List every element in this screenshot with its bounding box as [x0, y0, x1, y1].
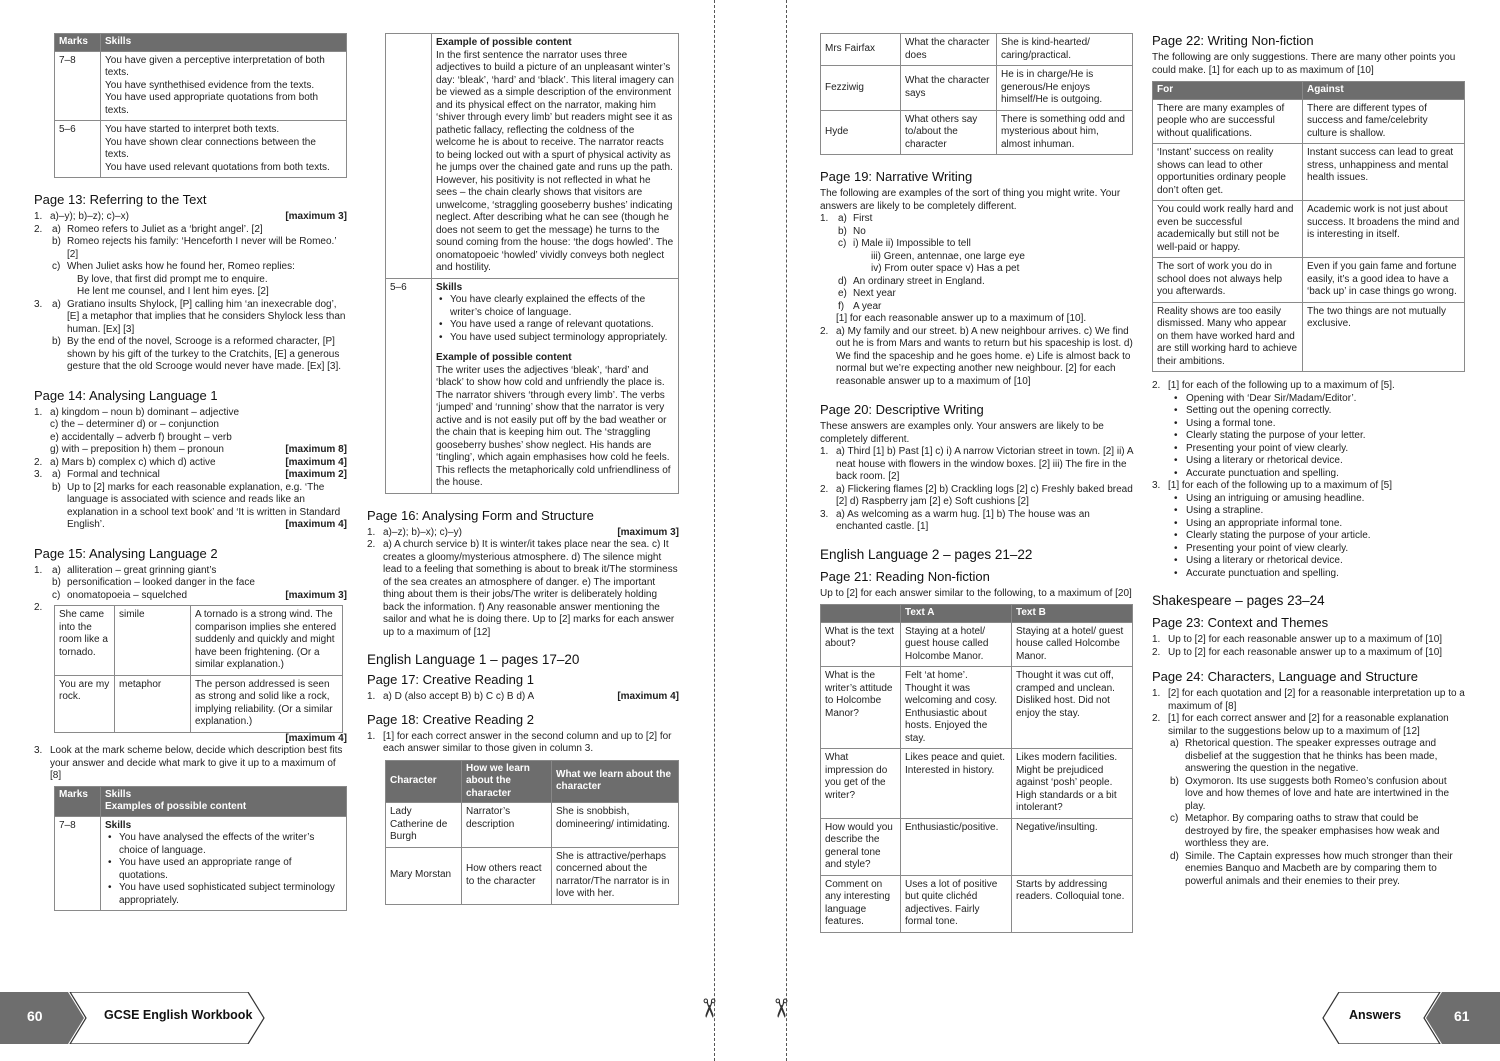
scissors-icon: ✂ — [766, 997, 797, 1020]
question: 1. a) alliteration – great grinning giant’s b) personification – looked danger in the face c) onomatopoeia – squelched [maximum 3] — [34, 564, 347, 601]
mark-note: [1] for each reasonable answer up to a maximum of [10]. — [836, 313, 1087, 324]
answer-text: By the end of the novel, Scrooge is a reformed character, [P] shown by his gift of the turkey to the Cratchits, [E] a generous gesture that the old Scrooge would never have made. [Ex] [3]. — [67, 336, 342, 372]
answer-text: a) Flickering flames [2] b) Crackling logs [2] c) Freshly baked bread [2] d) Raspberry jam [2] e) Soft cushions [2] — [836, 483, 1133, 507]
question-number: 2. — [34, 456, 43, 468]
answer-text: [1] for each correct answer and [2] for a reasonable explanation similar to the suggestions below up to a maximum of [12] — [1168, 713, 1449, 737]
table-cell: She is snobbish, domineering/ intimidating. — [552, 803, 679, 848]
table-cell: Hyde — [821, 110, 901, 155]
table-header: Character — [386, 760, 462, 803]
table-cell: She is attractive/perhaps concerned about the narrator/The narrator is in love with her. — [552, 847, 679, 904]
answer-text: alliteration – great grinning giant’s — [67, 564, 217, 576]
max-marks: [maximum 4] — [285, 732, 347, 744]
answer-text: Look at the mark scheme below, decide which description best fits your answer and decide what mark to give it up to a maximum of [8] — [50, 745, 343, 781]
section-heading: Page 22: Writing Non-fiction — [1152, 33, 1314, 48]
answer-text: e) accidentally – adverb f) brought – verb — [50, 431, 232, 443]
mark-cell: 5–6 — [386, 278, 432, 493]
question-number: 3. — [34, 745, 43, 756]
answer-text: a) D (also accept B) b) C c) B d) A — [383, 691, 535, 702]
question — [1152, 480, 1465, 580]
question — [34, 457, 347, 470]
list-item: • Opening with ‘Dear Sir/Madam/Editor’. — [1168, 393, 1465, 406]
table-cell: Mary Morstan — [386, 847, 462, 904]
answer-text: First — [853, 213, 873, 224]
answer-text: Romeo refers to Juliet as a ‘bright angel’. [2] — [67, 223, 263, 235]
footer-right — [1322, 992, 1500, 1044]
table-cell: He is in charge/He is generous/He enjoys himself/He is outgoing. — [997, 66, 1133, 111]
example-text: In the first sentence the narrator uses three adjectives to build a picture of an unpleasant winter’s day: ‘bleak’, ‘hard’ and ‘black’. This literal imagery can be viewed as a simple description of the environment and its physical effect on the narrator, making him ‘shiver through every limb’ but readers might see it as pathetic fallacy, reflecting the coldness of the welcome he is about to receive. The narrator reacts to being locked out with a spurt of physical activity as he jumps over the chained gate and runs up the path. However, his positivity is not reflected in what he sees – the chain clearly shows that visitors are unwelcome, ‘straggling gooseberry bushes’ indicating neglect. After describing what he can see (though he does not seem to get the message) he turns to the sound coming from the house: ‘the dogs howled’. The onomatopoeic ‘howled’ vividly conveys both neglect and hostility. — [436, 49, 674, 273]
table-cell: ‘Instant’ success on reality shows can lead to other opportunities ordinary people don’t often get. — [1153, 144, 1303, 201]
table-cell: Likes peace and quiet. Interested in history. — [901, 749, 1012, 819]
explanation-cell: A tornado is a strong wind. The comparison implies she entered suddenly and quickly and might have been frightening. (Or a similar explanation.) — [191, 606, 343, 676]
max-marks: [maximum 3] — [285, 589, 347, 601]
column-3 — [820, 33, 1133, 933]
answer-text: Up to [2] for each reasonable answer up to a maximum of [10] — [1168, 634, 1443, 645]
question-number: 3. — [34, 298, 43, 310]
table-cell: She is kind-hearted/ caring/practical. — [997, 34, 1133, 66]
skills-title: Skills — [436, 281, 463, 293]
table-cell: Lady Catherine de Burgh — [386, 803, 462, 848]
table-cell: The sort of work you do in school does not always help you afterwards. — [1153, 258, 1303, 303]
question-number: 2. — [1152, 380, 1161, 391]
intro-text: Up to [2] for each answer similar to the following, to a maximum of [20] — [820, 587, 1132, 599]
max-marks: [maximum 4] — [617, 691, 679, 702]
table-header: How we learn about the character — [462, 760, 552, 803]
answer-text: An ordinary street in England. — [853, 275, 985, 287]
answer-text: Simile. The Captain expresses how much stronger than their enemies Banquo and Macbeth are by comparing them to powerful animals and their enemies to their prey. — [1185, 850, 1453, 887]
max-marks: [maximum 4] — [285, 519, 347, 530]
table-cell: The two things are not mutually exclusive. — [1303, 302, 1465, 372]
answer-text: Rhetorical question. The speaker expresses outrage and disbelief at the suggestion that he thinks has been made, answering the question in the negative. — [1185, 738, 1438, 774]
answer-text: a) As welcoming as a warm hug. [1] b) The house was an enchanted castle. [1] — [836, 508, 1090, 532]
question-number: 1. — [367, 691, 376, 702]
section-heading: Page 13: Referring to the Text — [34, 192, 207, 207]
question — [1152, 634, 1465, 647]
explanation-cell: The person addressed is seen as strong and solid like a rock, implying reliability. (Or a similar explanation.) — [191, 675, 343, 732]
example-cell — [432, 34, 679, 279]
skills-header: Skills — [101, 34, 347, 52]
answer-text: [1] for each correct answer in the second column and up to [2] for each answer similar to those given in column 3. — [383, 730, 672, 754]
max-marks: [maximum 3] — [285, 211, 347, 222]
skill-bullet: • You have used a range of relevant quotations. — [436, 319, 674, 332]
question — [34, 407, 347, 457]
question: 3. a) Formal and technical [maximum 2] b) Up to [2] marks for each reasonable explanation, e.g. ‘The language is associated with science and reads like an explanation in a school text book’ and ‘It is written in Standard English’. [maximum 4] — [34, 469, 347, 530]
skill-line: You have synthethised evidence from the texts. — [105, 79, 315, 91]
question — [34, 602, 347, 745]
section-heading: Page 24: Characters, Language and Structure — [1152, 669, 1418, 684]
list-item: • Using an intriguing or amusing headline. — [1168, 493, 1465, 506]
section-heading: Page 17: Creative Reading 1 — [367, 672, 534, 687]
device-cell: simile — [115, 606, 191, 676]
table-cell: How others react to the character — [462, 847, 552, 904]
list-item: • Accurate punctuation and spelling. — [1168, 468, 1465, 481]
character-table — [385, 760, 679, 905]
table-cell: There is something odd and mysterious about him, almost inhuman. — [997, 110, 1133, 155]
skill-line: You have used relevant quotations from both texts. — [105, 161, 330, 173]
answer-text: a) Third [1] b) Past [1] c) i) A narrow Victorian street in town. [2] ii) A neat house with flowers in the window boxes. [2] iii) The fire in the back room. [2] — [836, 446, 1133, 482]
question-number: 1. — [34, 406, 43, 418]
table-cell: Reality shows are too easily dismissed. Many who appear on them have worked hard and are still working hard to achieve their ambitions. — [1153, 302, 1303, 372]
table-cell: How would you describe the general tone and style? — [821, 818, 901, 875]
examples-header: Examples of possible content — [105, 801, 247, 812]
table-cell: What the character says — [901, 66, 997, 111]
table-cell: Instant success can lead to great stress, unhappiness and mental health issues. — [1303, 144, 1465, 201]
max-marks: [maximum 8] — [285, 444, 347, 455]
section-heading: Shakespeare – pages 23–24 — [1152, 593, 1325, 608]
list-item: • Using a literary or rhetorical device. — [1168, 555, 1465, 568]
list-item: • Using a formal tone. — [1168, 418, 1465, 431]
answer-text: a) My family and our street. b) A new neighbour arrives. c) We find out he is from Mars and wants to return but his spaceship is lost. d) We find the spaceship and he goes home. e) Life is almost back to normal but we’re expecting another new neighbour. [2] for each reasonable answer up to a maximum of [10] — [836, 325, 1133, 387]
table-cell: Starts by addressing readers. Colloquial tone. — [1012, 875, 1133, 932]
answer-text: A year — [853, 300, 882, 312]
question — [34, 745, 347, 783]
answer-text: Oxymoron. Its use suggests both Romeo’s confusion about love and how themes of love and hate are intertwined in the play. — [1185, 775, 1450, 812]
answer-text: a) Mars b) complex c) which d) active — [50, 456, 216, 468]
question — [820, 326, 1133, 389]
answer-text: a) kingdom – noun b) dominant – adjective — [50, 406, 240, 418]
mark-cell: 7–8 — [55, 51, 101, 121]
answer-text: a) A church service b) It is winter/it takes place near the sea. c) It creates a gloomy/mysterious atmosphere. d) The silence might lead to a feeling that something is about to break it/The storminess of the sea creates an atmosphere of danger. e) The important thing about them is their jobs/The writer is deliberately holding back the information. f) Any reasonable answer mentioning the sailor and what he is doing there. Up to [2] marks for each answer up to a maximum of [12] — [383, 539, 678, 638]
skills-title: Skills — [105, 819, 132, 831]
section-heading: Page 14: Analysing Language 1 — [34, 387, 218, 403]
question: 1. a) First b) No c) i) Male ii) Impossible to tell iii) Green, antennae, one large eye iv) From outer space v) Has a pet d) An ordinary street in England. e) Next year f) A year [1] for each reasonable answer up to a maximum of [10]. — [820, 213, 1133, 326]
table-cell: There are different types of success and fame/celebrity culture is shallow. — [1303, 99, 1465, 144]
footer-left — [0, 992, 265, 1044]
question-number: 3. — [1152, 480, 1161, 491]
skill-line: You have used appropriate quotations from both texts. — [105, 92, 319, 116]
mark-scheme-table — [54, 786, 347, 912]
list-item: • Presenting your point of view clearly. — [1168, 443, 1465, 456]
section-heading: English Language 2 – pages 21–22 — [820, 546, 1033, 562]
question — [820, 509, 1133, 534]
skill-bullet: • You have clearly explained the effects of the writer’s choice of language. — [436, 294, 674, 319]
cut-line-left — [714, 0, 715, 1061]
answer-text: Romeo rejects his family: ‘Henceforth I never will be Romeo.’ [2] — [67, 236, 337, 260]
list-item: • Clearly stating the purpose of your letter. — [1168, 430, 1465, 443]
table-cell: Felt ‘at home’. Thought it was welcoming and cosy. Enthusiastic about hosts. Enjoyed the stay. — [901, 667, 1012, 749]
example-text: The writer uses the adjectives ‘bleak’, ‘hard’ and ‘black’ to show how cold and unfriendly the place is. The narrator shivers ‘through every limb’. The verbs ‘jumped’ and ‘running’ show that the narrator is very active and is not easily put off by the bad weather or the chain that is keeping him out. The ‘straggling gooseberry bushes’ show neglect. His hands are ‘tingling’, which again emphasises how cold he feels. This reflects the metaphorically cold unfriendliness of the house. — [436, 364, 671, 488]
cut-line-right — [786, 0, 787, 1061]
question: 2. a) Romeo refers to Juliet as a ‘bright angel’. [2] b) Romeo rejects his family: ‘Henceforth I never will be Romeo.’ [2] c) When Juliet asks how he found her, Romeo replies: By love, that first did prompt me to enquire. He lent me counsel, and I lent him eyes. [2] — [34, 224, 347, 299]
skills-cell — [101, 816, 347, 911]
table-cell: Likes modern facilities. Might be prejudiced against ‘posh’ people. High standards or a bit intolerant? — [1012, 749, 1133, 819]
character-table-continued — [820, 33, 1133, 155]
max-marks: [maximum 2] — [285, 469, 347, 480]
table-header: For — [1153, 82, 1303, 100]
answer-text: iii) Green, antennae, one large eye — [871, 250, 1025, 262]
table-cell: Mrs Fairfax — [821, 34, 901, 66]
table-cell: What impression do you get of the writer? — [821, 749, 901, 819]
answer-text: [2] for each quotation and [2] for a reasonable interpretation up to a maximum of [8] — [1168, 688, 1465, 712]
table-cell: Academic work is not just about success. It broadens the mind and is interesting in itself. — [1303, 201, 1465, 258]
section-heading: Page 19: Narrative Writing — [820, 169, 973, 184]
table-cell: Negative/insulting. — [1012, 818, 1133, 875]
skills-header: Skills — [105, 788, 132, 800]
table-header: Against — [1303, 82, 1465, 100]
question-number: 1. — [367, 730, 376, 742]
scissors-icon: ✂ — [694, 997, 725, 1020]
list-item: • Setting out the opening correctly. — [1168, 405, 1465, 418]
answer-text: a)–y); b)–z); c)–x) — [50, 211, 129, 222]
section-heading: Page 16: Analysing Form and Structure — [367, 507, 594, 523]
question-number: 1. — [1152, 688, 1161, 699]
non-fiction-table — [820, 604, 1133, 933]
quote-line: He lent me counsel, and I lent him eyes. [2] — [77, 286, 269, 297]
answer-text: [1] for each of the following up to a maximum of [5]. — [1168, 380, 1395, 391]
skill-bullet: • You have used an appropriate range of quotations. — [105, 857, 342, 882]
table-cell: What is the text about? — [821, 622, 901, 667]
answer-text: a)–z); b)–x); c)–y) — [383, 526, 462, 538]
question — [367, 731, 679, 756]
intro-text: These answers are examples only. Your answers are likely to be completely different. — [820, 421, 1104, 445]
section-heading: Page 15: Analysing Language 2 — [34, 545, 218, 561]
quote-line: By love, that first did prompt me to enquire. — [77, 273, 268, 285]
question-number: 1. — [34, 564, 43, 576]
question — [34, 211, 347, 224]
question-number: 2. — [367, 539, 376, 550]
answer-text: When Juliet asks how he found her, Romeo replies: — [67, 261, 295, 272]
marks-table — [54, 33, 347, 178]
question-number: 1. — [1152, 634, 1161, 645]
table-header: What we learn about the character — [552, 760, 679, 803]
answer-text: personification – looked danger in the face — [67, 577, 255, 588]
answer-text: Next year — [853, 288, 896, 299]
list-item: • Using an appropriate informal tone. — [1168, 518, 1465, 531]
list-item: • Using a literary or rhetorical device. — [1168, 455, 1465, 468]
table-cell: Uses a lot of positive but quite clichéd adjectives. Fairly formal tone. — [901, 875, 1012, 932]
table-cell: What others say to/about the character — [901, 110, 997, 155]
table-cell: Narrator’s description — [462, 803, 552, 848]
figurative-language-table — [54, 605, 343, 733]
answer-text: Up to [2] for each reasonable answer up to a maximum of [10] — [1168, 646, 1443, 658]
skill-line: You have started to interpret both texts. — [105, 124, 280, 135]
table-header: Text A — [901, 605, 1012, 623]
answer-text: [1] for each of the following up to a maximum of [5] — [1168, 480, 1393, 491]
marks-header: Marks — [55, 34, 101, 52]
skills-cell — [101, 51, 347, 121]
question-number: 2. — [34, 602, 43, 613]
answer-text: Gratiano insults Shylock, [P] calling him ‘an inexecrable dog’, [E] a metaphor that implies that he considers Shylock less than human. [Ex] [3] — [67, 298, 346, 335]
question-number: 1. — [367, 526, 376, 538]
question — [1152, 380, 1465, 480]
table-cell: Enthusiastic/positive. — [901, 818, 1012, 875]
question — [820, 484, 1133, 509]
intro-text: The following are examples of the sort of thing you might write. Your answers are likely to be completely different. — [820, 188, 1121, 212]
marks-header: Marks — [55, 786, 101, 816]
device-cell: metaphor — [115, 675, 191, 732]
table-cell: Comment on any interesting language features. — [821, 875, 901, 932]
mark-cell: 5–6 — [55, 121, 101, 178]
skills-cell — [432, 278, 679, 493]
mark-scheme-continued-table — [385, 33, 679, 494]
page-number: 60 — [27, 1008, 43, 1024]
table-cell: Staying at a hotel/ guest house called Holcombe Manor. — [901, 622, 1012, 667]
mark-cell: 7–8 — [55, 816, 101, 911]
question-number: 2. — [1152, 646, 1161, 658]
question: 2. [1] for each correct answer and [2] for a reasonable explanation similar to the suggestions below up to a maximum of [12] a) Rhetorical question. The speaker expresses outrage and disbelief at the suggestion that he thinks has been made, answering the question in the negative. b) Oxymoron. Its use suggests both Romeo’s confusion about love and how themes of love and hate are intertwined in the play. c) Metaphor. By comparing oaths to straw that could be destroyed by fire, the speaker emphasises how weak and worthless they are. d) Simile. The Captain expresses how much stronger than their enemies Banquo and Macbeth are by comparing them to powerful animals and their enemies to their prey. — [1152, 713, 1465, 888]
max-marks: [maximum 3] — [617, 526, 679, 538]
table-header — [821, 605, 901, 623]
section-heading: Page 18: Creative Reading 2 — [367, 711, 534, 727]
table-cell: You could work really hard and even be successful academically but still not be well-paid or happy. — [1153, 201, 1303, 258]
table-cell: Even if you gain fame and fortune easily, it’s a good idea to have a ‘back up’ in case things go wrong. — [1303, 258, 1465, 303]
list-item: • Presenting your point of view clearly. — [1168, 543, 1465, 556]
question-number: 2. — [820, 325, 829, 337]
question-number: 1. — [820, 213, 829, 224]
question: 3. a) Gratiano insults Shylock, [P] calling him ‘an inexecrable dog’, [E] a metaphor that implies that he considers Shylock less than human. [Ex] [3] b) By the end of the novel, Scrooge is a reformed character, [P] shown by his gift of the turkey to the Cratchits, [E] a generous gesture that the old Scrooge would never have made. [Ex] [3]. — [34, 298, 346, 372]
table-header: Text B — [1012, 605, 1133, 623]
answer-text: No — [853, 225, 866, 237]
quote-cell: You are my rock. — [55, 675, 115, 732]
skill-bullet: • You have used sophisticated subject terminology appropriately. — [105, 882, 342, 907]
question-number: 2. — [34, 223, 43, 235]
answer-text: Metaphor. By comparing oaths to straw that could be destroyed by fire, the speaker emphasises how weak and worthless they are. — [1185, 813, 1440, 849]
intro-text: The following are only suggestions. There are many other points you could make. [1] for each up to as maximum of [10] — [1152, 52, 1456, 76]
section-heading: English Language 1 – pages 17–20 — [367, 652, 580, 667]
quote-cell: She came into the room like a tornado. — [55, 606, 115, 676]
section-heading: Page 20: Descriptive Writing — [820, 402, 984, 417]
section-heading: Page 21: Reading Non-fiction — [820, 568, 990, 584]
question-number: 3. — [820, 508, 829, 520]
column-4 — [1152, 33, 1465, 888]
question-number: 3. — [34, 469, 43, 480]
answer-text: c) the – determiner d) or – conjunction — [50, 419, 219, 430]
table-cell: Staying at a hotel/ guest house called Holcombe Manor. — [1012, 622, 1133, 667]
answer-text: iv) From outer space v) Has a pet — [871, 263, 1020, 274]
question — [367, 691, 679, 704]
skills-cell — [101, 121, 347, 178]
answer-text: Formal and technical — [67, 469, 160, 480]
example-title: Example of possible content — [436, 352, 572, 363]
answer-text: g) with – preposition h) them – pronoun — [50, 444, 224, 455]
table-cell: Fezziwig — [821, 66, 901, 111]
skill-line: You have shown clear connections between the texts. — [105, 136, 316, 160]
table-cell: Thought it was cut off, cramped and unclean. Disliked host. Did not enjoy the stay. — [1012, 667, 1133, 749]
list-item: • Clearly stating the purpose of your article. — [1168, 530, 1465, 543]
section-label: Answers — [1349, 1008, 1402, 1022]
skill-bullet: • You have used subject terminology appropriately. — [436, 332, 674, 345]
column-1 — [34, 33, 347, 911]
table-cell: There are many examples of people who are successful without qualifications. — [1153, 99, 1303, 144]
question-number: 2. — [1152, 713, 1161, 724]
question — [1152, 647, 1465, 660]
question — [367, 539, 679, 639]
page-number: 61 — [1454, 1008, 1470, 1024]
example-title: Example of possible content — [436, 37, 572, 48]
book-title: GCSE English Workbook — [104, 1008, 253, 1022]
max-marks: [maximum 4] — [285, 456, 347, 468]
question-number: 1. — [34, 211, 43, 222]
skill-line: You have given a perceptive interpretation of both texts. — [105, 54, 325, 78]
column-2 — [367, 33, 679, 905]
skill-bullet: • You have analysed the effects of the writer’s choice of language. — [105, 832, 342, 857]
answer-text: Up to [2] marks for each reasonable explanation, e.g. ‘The language is associated with science and reads like an explanation in a school text book’ and ‘It is written in Standard English’. — [67, 481, 341, 530]
list-item: • Accurate punctuation and spelling. — [1168, 568, 1465, 581]
table-cell: What is the writer’s attitude to Holcombe Manor? — [821, 667, 901, 749]
section-heading: Page 23: Context and Themes — [1152, 615, 1329, 630]
question-number: 1. — [820, 446, 829, 457]
list-item: • Using a strapline. — [1168, 505, 1465, 518]
question — [367, 527, 679, 540]
table-cell: What the character does — [901, 34, 997, 66]
answer-text: onomatopoeia – squelched — [67, 589, 188, 601]
for-against-table — [1152, 81, 1465, 372]
question — [820, 446, 1133, 484]
answer-text: i) Male ii) Impossible to tell — [853, 238, 971, 249]
question-number: 2. — [820, 483, 829, 495]
question — [1152, 688, 1465, 713]
